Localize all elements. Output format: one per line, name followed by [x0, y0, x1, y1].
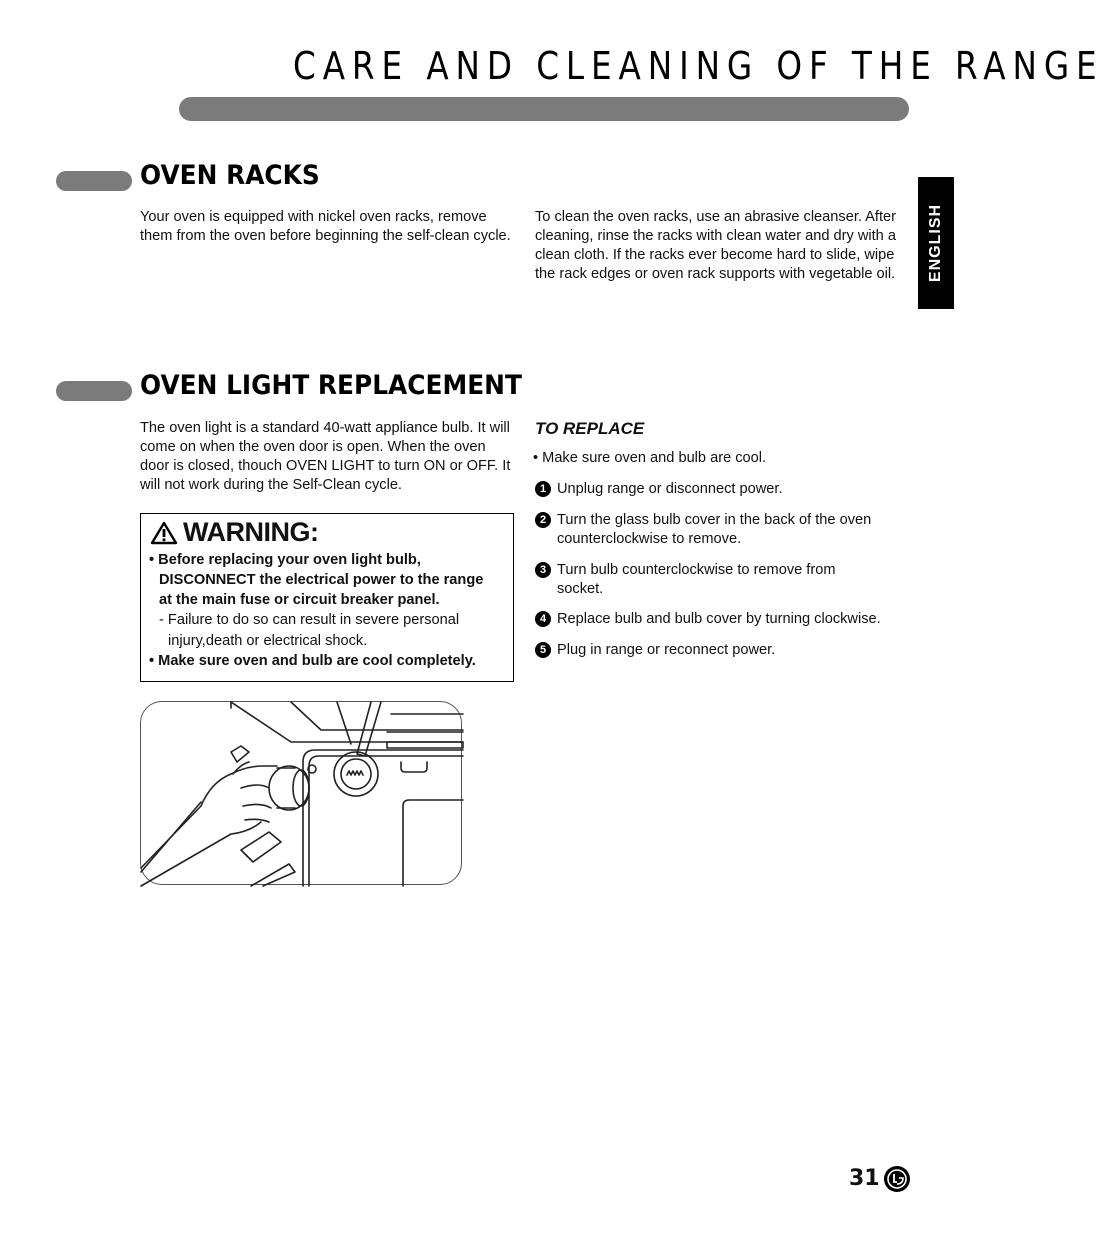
oven-light-heading: OVEN LIGHT REPLACEMENT: [140, 370, 522, 401]
step-number: 4: [535, 611, 551, 627]
oven-racks-heading: OVEN RACKS: [140, 160, 320, 191]
step-text: Turn the glass bulb cover in the back of the oven counterclockwise to remove.: [557, 512, 872, 547]
step-item: [535, 480, 915, 499]
warning-line: at the main fuse or circuit breaker panel.: [159, 592, 440, 608]
warning-line: DISCONNECT the electrical power to the range: [159, 572, 484, 588]
language-tab: [918, 177, 954, 309]
warning-line: • Before replacing your oven light bulb,: [149, 552, 421, 568]
warning-title: WARNING:: [183, 517, 319, 547]
warning-triangle-icon: [151, 521, 177, 545]
warning-line: • Make sure oven and bulb are cool completely.: [149, 653, 476, 669]
step-text: Turn bulb counterclockwise to remove from socket.: [557, 562, 836, 597]
language-tab-label: ENGLISH: [927, 203, 944, 283]
step-item: [535, 641, 915, 660]
step-text: Unplug range or disconnect power.: [557, 481, 783, 497]
step-item: [535, 511, 905, 549]
to-replace-note: • Make sure oven and bulb are cool.: [533, 450, 767, 466]
step-number: 5: [535, 642, 551, 658]
step-text: Plug in range or reconnect power.: [557, 642, 776, 658]
step-number: 2: [535, 512, 551, 528]
warning-line: injury,death or electrical shock.: [168, 633, 368, 649]
warning-line: - Failure to do so can result in severe personal: [159, 612, 460, 628]
oven-light-diagram: [141, 702, 463, 886]
bulb-replacement-illustration: [140, 701, 462, 885]
to-replace-heading: TO REPLACE: [535, 419, 645, 438]
section-marker: [56, 171, 132, 191]
step-number: 1: [535, 481, 551, 497]
lg-logo-icon: [884, 1166, 910, 1192]
section-marker: [56, 381, 132, 401]
title-underline-bar: [179, 97, 909, 121]
step-item: [535, 610, 915, 629]
step-text: Replace bulb and bulb cover by turning clockwise.: [557, 611, 881, 627]
step-number: 3: [535, 562, 551, 578]
oven-racks-text-col1: Your oven is equipped with nickel oven racks, remove them from the oven before beginning the self-clean cycle.: [140, 209, 511, 244]
page-title: CARE AND CLEANING OF THE RANGE: [293, 44, 1104, 88]
warning-box: [140, 513, 514, 682]
step-item: [535, 561, 865, 599]
oven-light-intro: The oven light is a standard 40-watt appliance bulb. It will come on when the oven door is open. When the oven door is closed, thouch OVEN LIGHT to turn ON or OFF. It will not work during the Self-Clean cycle.: [140, 420, 511, 493]
oven-racks-text-col2: To clean the oven racks, use an abrasive cleanser. After cleaning, rinse the racks with clean water and dry with a clean cloth. If the racks ever become hard to slide, wipe the rack edges or oven rack supports with vegetable oil.: [535, 209, 896, 282]
page-number: 31: [849, 1166, 880, 1191]
